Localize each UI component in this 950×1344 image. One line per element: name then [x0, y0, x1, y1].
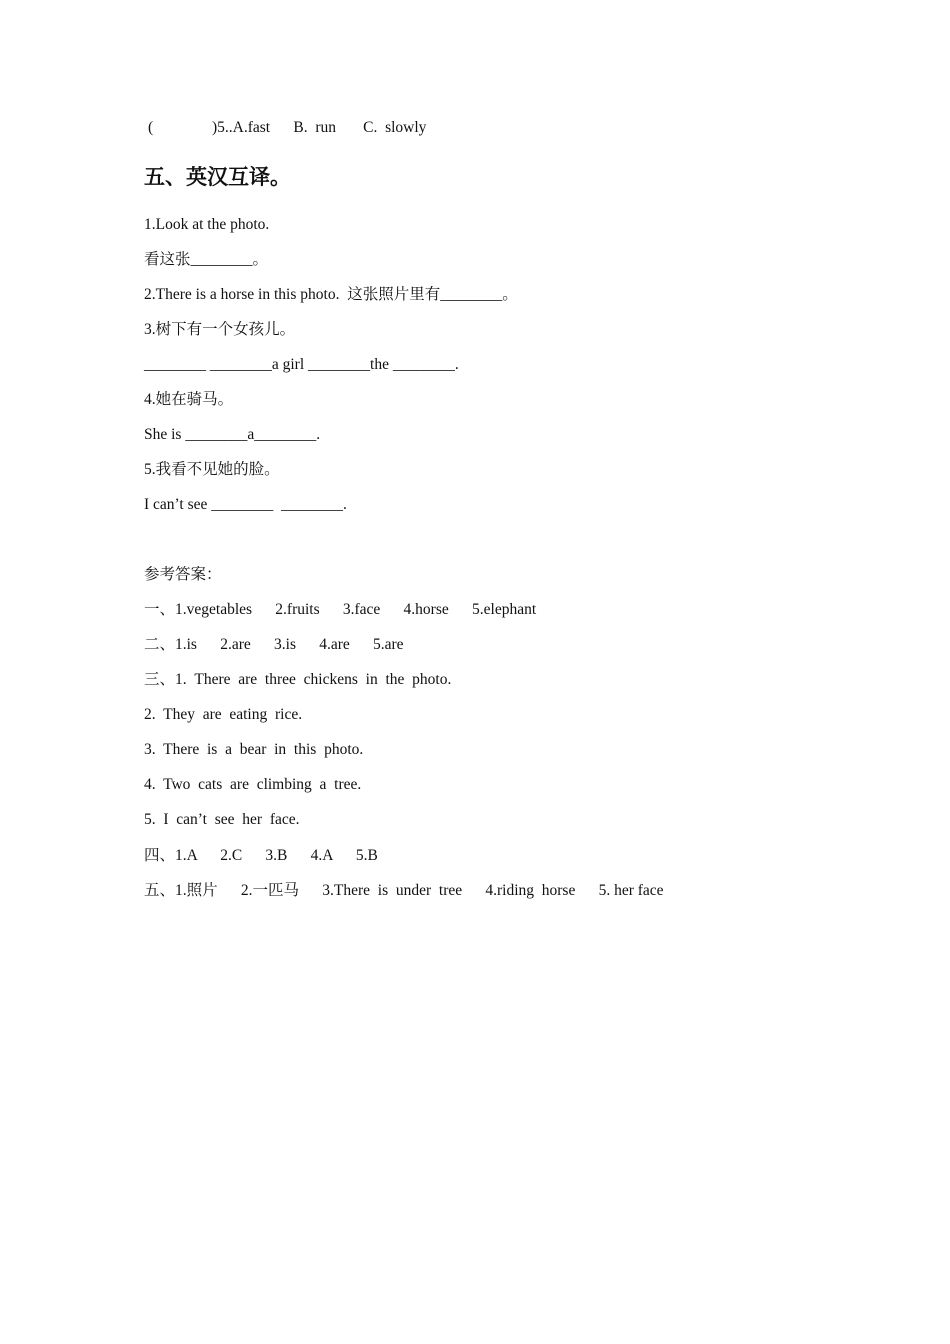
- translation-line: 1.Look at the photo.: [144, 216, 270, 233]
- translation-line: 2.There is a horse in this photo. 这张照片里有________。: [144, 286, 518, 303]
- translation-line: 4.她在骑马。: [144, 391, 234, 408]
- translation-line: She is ________a________.: [144, 426, 321, 443]
- answer-line: 四、1.A 2.C 3.B 4.A 5.B: [144, 847, 378, 864]
- answer-paren-open: (: [148, 119, 154, 136]
- answer-line: 2. They are eating rice.: [144, 706, 303, 723]
- translation-line: 5.我看不见她的脸。: [144, 461, 280, 478]
- translation-line: 3.树下有一个女孩儿。: [144, 321, 296, 338]
- translation-line: ________ ________a girl ________the ________.: [144, 356, 459, 373]
- answer-line: 二、1.is 2.are 3.is 4.are 5.are: [144, 636, 404, 653]
- question-5-options: )5..A.fast B. run C. slowly: [212, 119, 427, 136]
- translation-line: 看这张________。: [144, 251, 269, 268]
- translation-line: I can’t see ________ ________.: [144, 496, 347, 513]
- answer-line: 五、1.照片 2.一匹马 3.There is under tree 4.riding horse 5. her face: [144, 882, 664, 899]
- answer-line: 三、1. There are three chickens in the photo.: [144, 671, 452, 688]
- answer-key-title: 参考答案：: [144, 566, 222, 583]
- section-five-title: 五、英汉互译。: [144, 165, 291, 189]
- answer-line: 4. Two cats are climbing a tree.: [144, 776, 362, 793]
- answer-line: 5. I can’t see her face.: [144, 811, 300, 828]
- answer-line: 3. There is a bear in this photo.: [144, 741, 364, 758]
- answer-line: 一、1.vegetables 2.fruits 3.face 4.horse 5.elephant: [144, 601, 537, 618]
